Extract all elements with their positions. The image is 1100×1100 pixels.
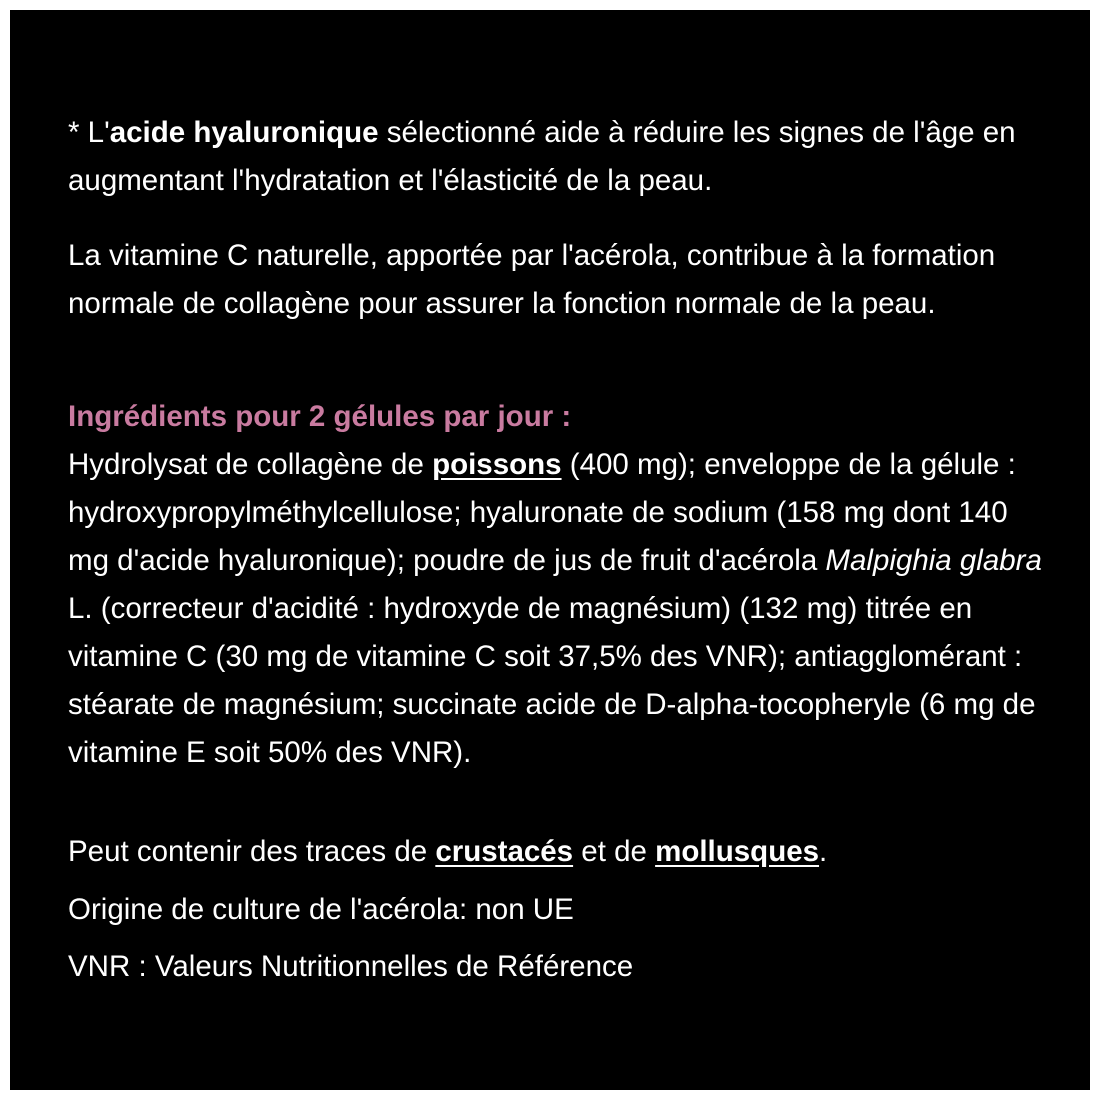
vnr-definition: VNR : Valeurs Nutritionnelles de Référence bbox=[68, 950, 634, 983]
ingredients-part1: Hydrolysat de collagène de bbox=[68, 448, 433, 481]
latin-name: Malpighia glabra bbox=[825, 544, 1042, 577]
traces-middle: et de bbox=[573, 835, 656, 868]
allergen-fish: poissons bbox=[432, 448, 562, 481]
claim-prefix: * L' bbox=[68, 116, 110, 149]
traces-suffix: . bbox=[819, 835, 828, 868]
ingredients-heading: Ingrédients pour 2 gélules par jour : bbox=[68, 400, 572, 433]
traces-statement bbox=[68, 828, 1043, 876]
ingredients-section bbox=[68, 393, 1043, 777]
allergen-crustaceans: crustacés bbox=[435, 835, 574, 868]
ingredients-part3: L. (correcteur d'acidité : hydroxyde de magnésium) (132 mg) titrée en vitamine C (30 mg de vitamine C soit 37,5% des VNR); antiagglomérant : stéarate de magnésium; succinate acide de D-alpha-tocopheryle (6 mg de vitamine E soit 50% des VNR). bbox=[68, 592, 1036, 769]
vitamin-c-claim: La vitamine C naturelle, apportée par l'acérola, contribue à la formation normale de collagène pour assurer la fonction normale de la peau. bbox=[68, 239, 996, 320]
hyaluronic-acid-claim bbox=[68, 109, 1043, 205]
ingredients-part2: (400 mg); enveloppe de la gélule : hydroxypropylméthylcellulose; hyaluronate de sodium (158 mg dont 140 mg d'acide hyaluronique); poudre de jus de fruit d'acérola bbox=[68, 448, 1016, 577]
product-info-panel bbox=[10, 10, 1090, 1090]
claim-bold-term: acide hyaluronique bbox=[109, 116, 379, 149]
origin-statement: Origine de culture de l'acérola: non UE bbox=[68, 893, 574, 926]
ingredients-list bbox=[68, 441, 1043, 777]
claim-rest: sélectionné aide à réduire les signes de l'âge en augmentant l'hydratation et l'élasticité de la peau. bbox=[68, 116, 1016, 197]
allergen-molluscs: mollusques bbox=[655, 835, 820, 868]
traces-prefix: Peut contenir des traces de bbox=[68, 835, 436, 868]
